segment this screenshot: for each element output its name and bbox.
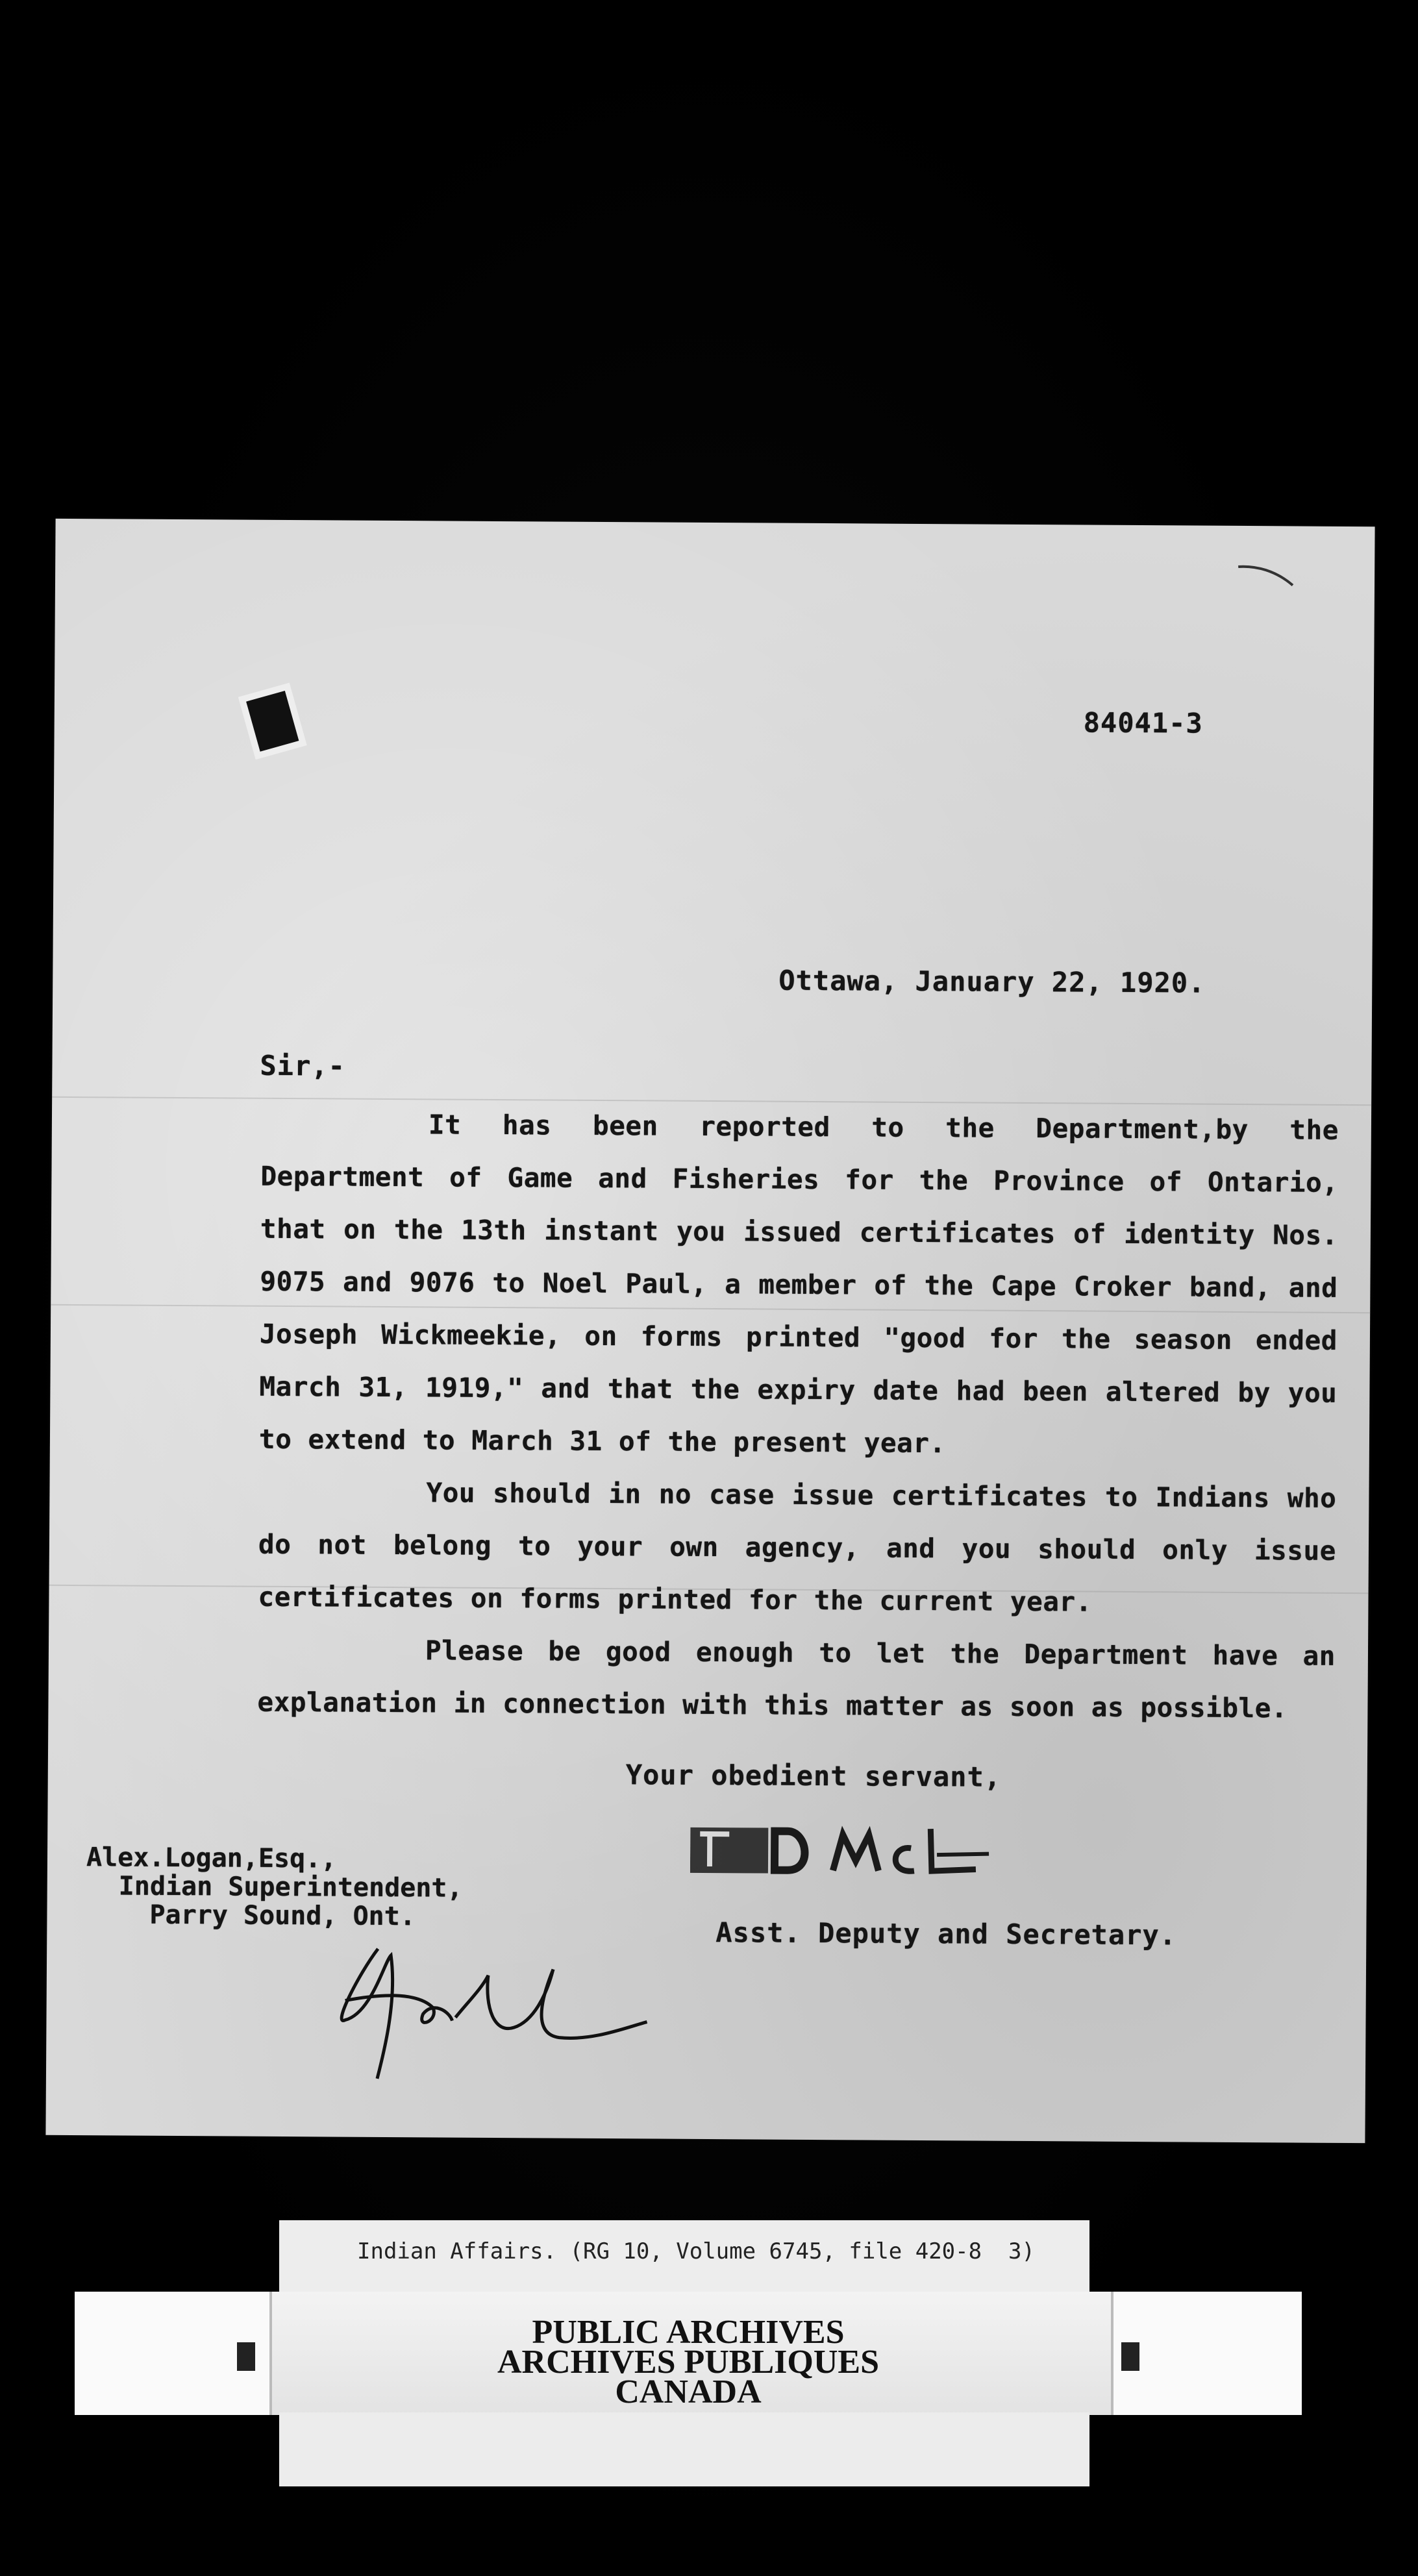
salutation: Sir,- (260, 1049, 346, 1082)
paragraph: Please be good enough to let the Department have an explanation in connection with this matter as soon as possible. (257, 1635, 1336, 1724)
paragraph: It has been reported to the Department,by the Department of Game and Fisheries for the Province of Ontario, that on the 13th instant you issued certificates of identity Nos. 9075 and 9076 to Noel Paul, a member of the Cape Croker band, and Joseph Wickmeekie, on forms printed "good for the season ended March 31, 1919," and that the expiry date had been altered by you to extend to March 31 of the present year. (258, 1109, 1339, 1459)
archive-title-en: PUBLIC ARCHIVES (532, 2314, 845, 2351)
addressee-location: Parry Sound, Ont. (149, 1900, 416, 1932)
archive-title (75, 2314, 1302, 2410)
handwritten-initials (319, 1922, 658, 2093)
archive-country: CANADA (615, 2373, 762, 2410)
signature-title: Asst. Deputy and Secretary. (715, 1916, 1177, 1951)
archive-citation: Indian Affairs. (RG 10, Volume 6745, file 420-8 3) (357, 2238, 1035, 2264)
archive-label (75, 2292, 1302, 2415)
archive-label-bottom (279, 2412, 1089, 2486)
paragraph: You should in no case issue certificates to Indians who do not belong to your own agency, and you should only issue certificates on forms printed for the current year. (258, 1477, 1337, 1618)
letter-date: Ottawa, January 22, 1920. (778, 964, 1206, 999)
closing: Your obedient servant, (625, 1759, 1002, 1793)
file-reference: 84041-3 (1083, 706, 1203, 739)
archive-title-fr: ARCHIVES PUBLIQUES (497, 2344, 880, 2381)
pencil-mark (1237, 562, 1295, 588)
addressee-title: Indian Superintendent, (118, 1871, 463, 1903)
letter-page (45, 519, 1374, 2143)
archive-citation-strip (279, 2220, 1089, 2297)
signature-stamp (690, 1814, 996, 1888)
addressee-block (86, 1843, 463, 1931)
punch-hole (246, 691, 299, 752)
letter-body (257, 1098, 1339, 1735)
addressee-name: Alex.Logan,Esq., (86, 1842, 337, 1874)
